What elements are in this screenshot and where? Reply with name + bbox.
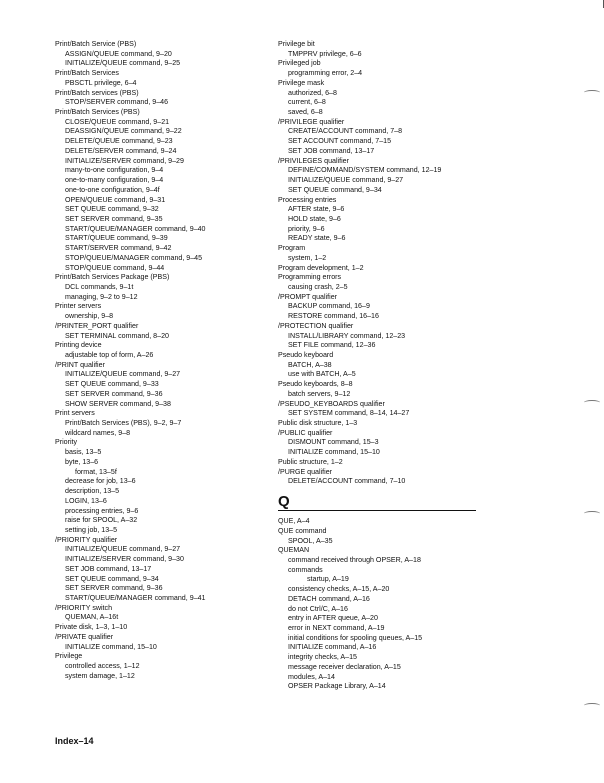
index-subentry: one-to-one configuration, 9–4f <box>65 185 160 194</box>
index-subentry: decrease for job, 13–6 <box>65 477 136 486</box>
index-subentry: programming error, 2–4 <box>288 69 363 78</box>
index-subentry: priority, 9–6 <box>288 224 325 233</box>
index-entry: QUEMAN <box>278 546 310 555</box>
index-subentry: DELETE/SERVER command, 9–24 <box>65 146 177 155</box>
index-subentry: OPSER Package Library, A–14 <box>288 682 386 691</box>
index-subentry: PBSCTL privilege, 6–4 <box>65 78 137 87</box>
index-subentry: START/QUEUE/MANAGER command, 9–41 <box>65 593 206 602</box>
index-subentry: wildcard names, 9–8 <box>65 428 131 437</box>
index-subentry: SET TERMINAL command, 8–20 <box>65 331 169 340</box>
index-subentry: use with BATCH, A–5 <box>288 370 356 379</box>
index-subentry: ASSIGN/QUEUE command, 9–20 <box>65 49 172 58</box>
index-entry: Public disk structure, 1–3 <box>278 419 358 428</box>
index-subentry: Print/Batch Services (PBS), 9–2, 9–7 <box>65 419 182 428</box>
index-subentry: adjustable top of form, A–26 <box>65 351 154 359</box>
index-subentry: batch servers, 9–12 <box>288 389 351 398</box>
index-subentry: SET JOB command, 13–17 <box>288 146 375 155</box>
index-entry: Public structure, 1–2 <box>278 457 343 466</box>
index-entry: /PROTECTION qualifier <box>278 321 354 330</box>
index-entry: Processing entries <box>278 195 337 204</box>
index-subentry: SHOW SERVER command, 9–38 <box>65 399 171 408</box>
margin-mark <box>584 511 600 516</box>
index-subentry: system damage, 1–12 <box>65 671 135 680</box>
index-entry: Printing device <box>55 341 102 350</box>
index-entry: Print servers <box>55 409 95 418</box>
index-subentry: QUEMAN, A–16t <box>65 613 119 622</box>
index-subentry: managing, 9–2 to 9–12 <box>65 292 138 301</box>
index-subentry: many-to-one configuration, 9–4 <box>65 166 164 175</box>
index-subentry: SET SYSTEM command, 8–14, 14–27 <box>288 409 410 418</box>
index-entry: Print/Batch services (PBS) <box>55 88 139 97</box>
index-subentry: format, 13–5f <box>75 467 117 476</box>
index-entry: /PRIORITY switch <box>55 603 113 612</box>
index-subentry: INITIALIZE command, A–16 <box>288 643 377 652</box>
index-subentry: commands <box>288 565 323 574</box>
index-subentry: SET JOB command, 13–17 <box>65 564 152 573</box>
index-subentry: byte, 13–6 <box>65 457 99 466</box>
index-entry: /PUBLIC qualifier <box>278 428 333 437</box>
index-entry: Privilege mask <box>278 78 325 87</box>
index-entry: Privileged job <box>278 59 321 68</box>
index-subentry: READY state, 9–6 <box>288 234 346 243</box>
index-subentry: message receiver declaration, A–15 <box>288 662 401 671</box>
index-subentry: DELETE/ACCOUNT command, 7–10 <box>288 477 406 486</box>
index-subentry: modules, A–14 <box>288 672 335 681</box>
index-subentry: AFTER state, 9–6 <box>288 205 345 214</box>
index-entry: Privilege <box>55 652 83 661</box>
index-subentry: system, 1–2 <box>288 253 327 262</box>
index-subentry: integrity checks, A–15 <box>288 653 358 662</box>
index-entry: Pseudo keyboard <box>278 351 334 359</box>
index-subentry: INITIALIZE/QUEUE command, 9–27 <box>288 176 404 185</box>
index-entry: Priority <box>55 438 78 447</box>
index-subentry: DEASSIGN/QUEUE command, 9–22 <box>65 127 182 136</box>
index-subentry: causing crash, 2–5 <box>288 282 348 291</box>
index-subentry: DCL commands, 9–1t <box>65 282 134 291</box>
index-subentry: setting job, 13–5 <box>65 525 118 534</box>
index-subentry: INITIALIZE command, 15–10 <box>288 448 380 457</box>
index-entry: Print/Batch Services Package (PBS) <box>55 273 170 282</box>
index-entry: /PROMPT qualifier <box>278 292 338 301</box>
index-entry: /PURGE qualifier <box>278 467 333 476</box>
index-subentry: SPOOL, A–35 <box>288 536 333 545</box>
index-entry: Print/Batch Service (PBS) <box>55 40 137 48</box>
index-subentry: INITIALIZE/QUEUE command, 9–27 <box>65 545 181 554</box>
index-subentry: INITIALIZE/QUEUE command, 9–27 <box>65 370 181 379</box>
index-subentry: INITIALIZE command, 15–10 <box>65 642 157 651</box>
index-entry: Print/Batch Services <box>55 69 119 78</box>
index-subentry: TMPPRV privilege, 6–6 <box>288 49 362 58</box>
index-entry: Private disk, 1–3, 1–10 <box>55 623 128 632</box>
index-subentry: authorized, 6–8 <box>288 88 337 97</box>
index-subentry: CREATE/ACCOUNT command, 7–8 <box>288 127 403 136</box>
index-subentry: CLOSE/QUEUE command, 9–21 <box>65 117 170 126</box>
index-entry: /PRIVATE qualifier <box>55 632 114 641</box>
index-subentry: command received through OPSER, A–18 <box>288 555 421 564</box>
index-subentry: SET QUEUE command, 9–33 <box>65 380 159 389</box>
index-subentry: initial conditions for spooling queues, A–15 <box>288 633 423 642</box>
index-subentry: SET ACCOUNT command, 7–15 <box>288 137 392 146</box>
index-subentry: SET QUEUE command, 9–34 <box>65 574 159 583</box>
index-subentry: SET QUEUE command, 9–32 <box>65 205 159 214</box>
index-subentry: basis, 13–5 <box>65 448 102 457</box>
index-subentry: INITIALIZE/SERVER command, 9–30 <box>65 555 184 564</box>
index-subentry: STOP/QUEUE command, 9–44 <box>65 263 165 272</box>
section-letter: Q <box>278 493 290 511</box>
index-subentry: START/QUEUE/MANAGER command, 9–40 <box>65 224 206 233</box>
index-entry: /PRIORITY qualifier <box>55 535 118 544</box>
index-column-left <box>55 40 265 681</box>
index-entry: /PRINT qualifier <box>55 360 105 369</box>
index-subentry: saved, 6–8 <box>288 108 323 117</box>
index-subentry: raise for SPOOL, A–32 <box>65 516 138 525</box>
margin-mark <box>584 90 600 95</box>
page-number-footer: Index–14 <box>55 736 94 746</box>
index-subentry: DEFINE/COMMAND/SYSTEM command, 12–19 <box>288 166 442 175</box>
section-header-q <box>278 487 578 517</box>
index-subentry: BATCH, A–38 <box>288 360 332 369</box>
index-entry: /PRINTER_PORT qualifier <box>55 321 139 330</box>
index-column-right <box>278 40 578 692</box>
index-subentry: DISMOUNT command, 15–3 <box>288 438 379 447</box>
index-subentry: processing entries, 9–6 <box>65 506 139 515</box>
index-subentry: SET SERVER command, 9–36 <box>65 389 163 398</box>
index-subentry: INSTALL/LIBRARY command, 12–23 <box>288 331 406 340</box>
index-subentry: SET QUEUE command, 9–34 <box>288 185 382 194</box>
index-entry: /PRIVILEGES qualifier <box>278 156 349 165</box>
index-subentry: HOLD state, 9–6 <box>288 214 341 223</box>
index-subentry: DETACH command, A–16 <box>288 594 370 603</box>
index-entry: Printer servers <box>55 302 102 311</box>
index-subentry: STOP/QUEUE/MANAGER command, 9–45 <box>65 253 203 262</box>
index-subentry: OPEN/QUEUE command, 9–31 <box>65 195 166 204</box>
index-entry: Programming errors <box>278 273 342 282</box>
index-subentry: consistency checks, A–15, A–20 <box>288 585 390 594</box>
index-entry: QUE command <box>278 526 327 535</box>
index-group-p-continued <box>278 40 578 487</box>
index-subentry: START/QUEUE command, 9–39 <box>65 234 168 243</box>
index-entry: /PRIVILEGE qualifier <box>278 117 345 126</box>
index-subentry: START/SERVER command, 9–42 <box>65 244 172 253</box>
index-subentry: one-to-many configuration, 9–4 <box>65 176 164 185</box>
index-subentry: controlled access, 1–12 <box>65 662 140 670</box>
index-subentry: entry in AFTER queue, A–20 <box>288 614 378 623</box>
margin-mark <box>584 703 600 708</box>
index-subentry: LOGIN, 13–6 <box>65 496 107 505</box>
index-subentry: SET FILE command, 12–36 <box>288 341 376 350</box>
section-rule <box>278 510 476 511</box>
index-entry: Privilege bit <box>278 40 315 48</box>
margin-mark <box>584 400 600 405</box>
index-entry: /PSEUDO_KEYBOARDS qualifier <box>278 399 385 408</box>
index-subentry: STOP/SERVER command, 9–46 <box>65 98 169 107</box>
index-subentry: SET SERVER command, 9–36 <box>65 584 163 593</box>
index-subentry: error in NEXT command, A–19 <box>288 623 385 632</box>
index-subentry: DELETE/QUEUE command, 9–23 <box>65 137 173 146</box>
index-subentry: ownership, 9–8 <box>65 312 114 321</box>
index-entry: Program <box>278 244 306 253</box>
index-entry: Program development, 1–2 <box>278 263 364 272</box>
index-subentry: startup, A–19 <box>307 575 349 584</box>
index-subentry: BACKUP command, 16–9 <box>288 302 370 311</box>
index-subentry: do not Ctrl/C, A–16 <box>288 604 348 613</box>
index-entry: QUE, A–4 <box>278 517 310 526</box>
index-entry: Print/Batch Services (PBS) <box>55 108 140 117</box>
index-subentry: INITIALIZE/SERVER command, 9–29 <box>65 156 184 165</box>
index-subentry: INITIALIZE/QUEUE command, 9–25 <box>65 59 181 68</box>
index-entry: Pseudo keyboards, 8–8 <box>278 380 353 389</box>
index-subentry: SET SERVER command, 9–35 <box>65 214 163 223</box>
index-subentry: RESTORE command, 16–16 <box>288 312 379 321</box>
index-group-q <box>278 517 578 692</box>
index-subentry: description, 13–5 <box>65 487 120 496</box>
index-subentry: current, 6–8 <box>288 98 326 107</box>
